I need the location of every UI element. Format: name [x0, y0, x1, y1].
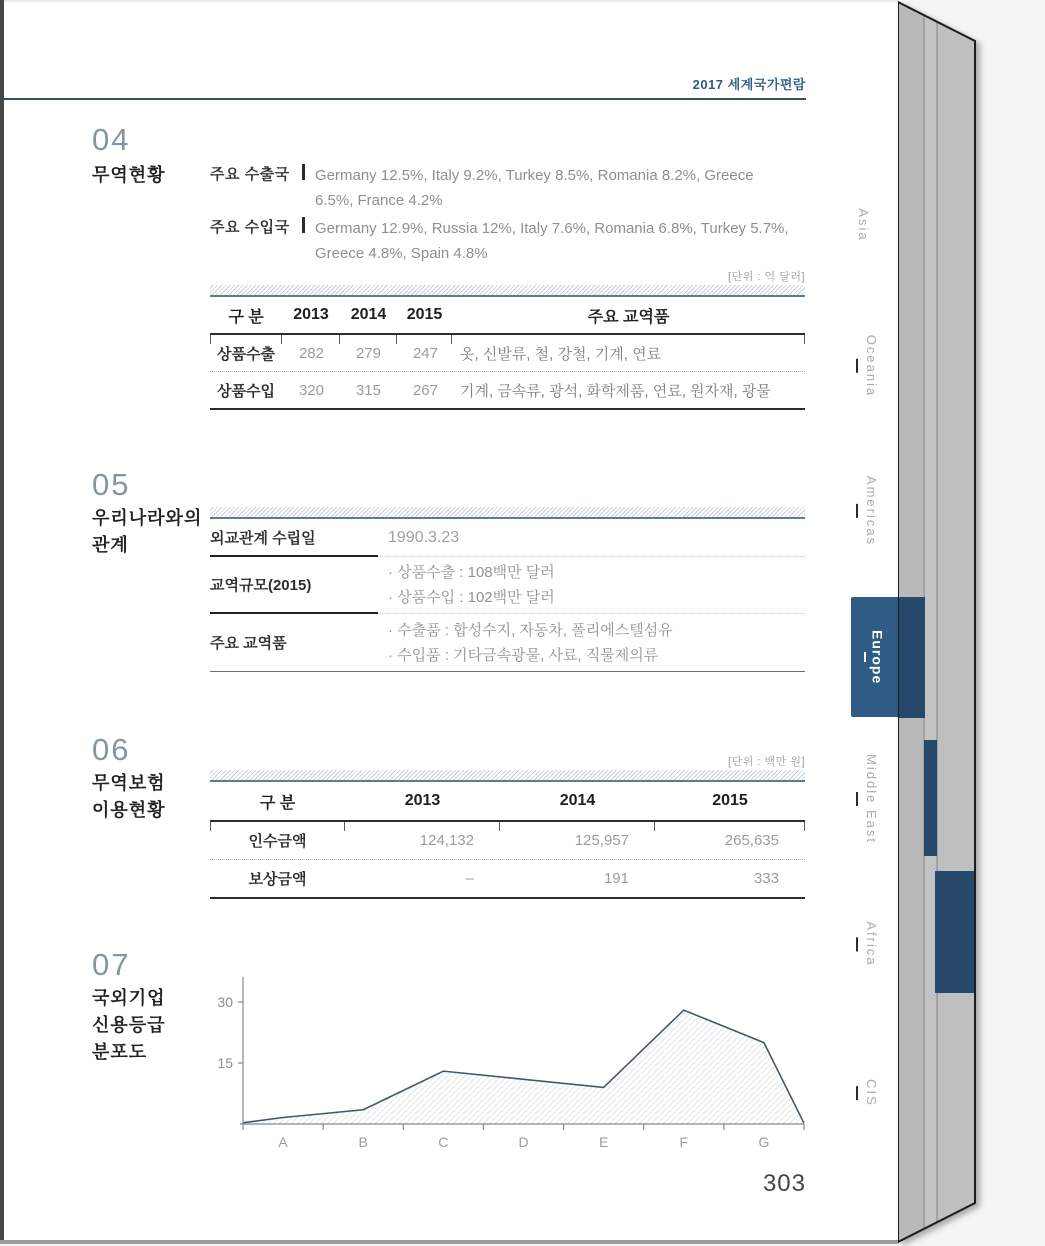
tab-label: Africa [864, 921, 879, 967]
sidebar-item-oceania[interactable] [856, 335, 879, 397]
relations-row [210, 557, 805, 614]
table-hatch-band [210, 285, 805, 297]
x-tick-label: G [758, 1134, 770, 1150]
cell-value: 282 [298, 344, 324, 362]
section04-number: 04 [92, 122, 131, 157]
row-value [378, 614, 805, 671]
credit-rating-chart [210, 965, 820, 1155]
value-line: · 상품수출 : 108백만 달러 [388, 564, 555, 581]
section06-title-line1: 무역보험 [92, 773, 166, 793]
trade-table [210, 285, 805, 410]
table-row [210, 335, 805, 372]
table-row [210, 860, 805, 899]
table-row [210, 822, 805, 860]
x-tick-label: A [278, 1134, 288, 1150]
cell-value: – [465, 870, 474, 887]
sidebar-item-cis[interactable] [856, 1079, 879, 1107]
section06-number: 06 [92, 732, 131, 767]
section04-title: 무역현황 [92, 165, 166, 185]
relations-row [210, 614, 805, 672]
tab-dash [856, 504, 858, 518]
col-header: 2015 [406, 306, 443, 323]
col-header: 2014 [559, 792, 596, 809]
sidebar-item-americas[interactable] [856, 476, 879, 546]
cell-value: 191 [603, 870, 629, 887]
page-top-edge [0, 0, 898, 2]
value-line: · 수출품 : 합성수지, 자동차, 폴리에스텔섬유 [388, 621, 673, 639]
col-header: 주요 교역품 [587, 308, 670, 326]
col-header: 2015 [712, 792, 748, 809]
col-header: 구 분 [259, 794, 296, 812]
value-line: 1990.3.23 [388, 529, 460, 546]
y-tick-label: 15 [217, 1055, 233, 1071]
separator-bar [302, 217, 305, 233]
row-label: 교역규모(2015) [210, 557, 378, 614]
book-title: 2017 세계국가편람 [692, 77, 806, 92]
chart-area-fill [243, 1010, 804, 1124]
tab-label: Europe [869, 629, 886, 685]
cell-value: 265,635 [724, 832, 779, 849]
import-countries-value: Germany 12.9%, Russia 12%, Italy 7.6%, Romania 6.8%, Turkey 5.7%, Greece 4.8%, Spain 4.8% [315, 220, 789, 262]
export-countries-label: 주요 수출국 [210, 166, 290, 183]
korea-relations-table [210, 519, 805, 672]
table1-unit: [단위 : 억 달러] [728, 271, 805, 283]
cell-value: 279 [355, 344, 381, 362]
section06-title-line2: 이용현황 [92, 800, 166, 820]
section07-title-line1: 국외기업 [92, 988, 166, 1008]
sidebar-item-europe-active[interactable] [851, 597, 898, 717]
cell-value: 267 [412, 381, 438, 399]
row-label: 상품수입 [217, 382, 275, 400]
insurance-table [210, 770, 805, 899]
europe-tab-edge-layer3 [935, 871, 975, 993]
export-countries-value: Germany 12.5%, Italy 9.2%, Turkey 8.5%, Romania 8.2%, Greece 6.5%, France 4.2% [315, 167, 754, 209]
page-number: 303 [762, 1170, 806, 1197]
sidebar-item-africa[interactable] [856, 921, 879, 966]
col-header: 2014 [350, 306, 387, 323]
table2-unit: [단위 : 백만 원] [728, 756, 805, 768]
book-fore-edge [898, 0, 1045, 1246]
x-tick-label: D [518, 1134, 529, 1150]
section07-title-line2: 신용등급 [92, 1015, 166, 1035]
sidebar-item-middle-east[interactable] [856, 754, 879, 844]
section05-number: 05 [92, 467, 131, 502]
col-header: 2013 [404, 792, 441, 809]
row-label: 보상금액 [248, 871, 307, 888]
tab-label: Middle East [864, 754, 879, 844]
cell-items: 기계, 금속류, 광석, 화학제품, 연료, 원자재, 광물 [460, 382, 771, 400]
table-hatch-band [210, 507, 805, 519]
cell-value: 333 [753, 870, 779, 887]
value-line: · 상품수입 : 102백만 달러 [388, 589, 555, 606]
trade-table-header [210, 297, 805, 335]
export-countries-row [210, 163, 795, 213]
cell-value: 124,132 [419, 832, 474, 849]
sidebar-item-asia[interactable] [856, 208, 871, 241]
table-hatch-band [210, 770, 805, 782]
import-countries-row [210, 216, 795, 266]
tab-dash [856, 359, 858, 373]
row-value [378, 557, 805, 614]
row-label: 외교관계 수립일 [210, 519, 378, 557]
y-tick-label: 30 [217, 994, 233, 1010]
section05-title-line1: 우리나라와의 [92, 508, 203, 528]
tab-dash [864, 652, 866, 662]
page [0, 2, 898, 1240]
tab-label: CIS [864, 1079, 879, 1107]
x-tick-label: C [438, 1134, 449, 1150]
col-header: 2013 [293, 306, 329, 323]
cell-value: 125,957 [574, 832, 629, 849]
tab-dash [856, 792, 858, 806]
page-left-edge [0, 0, 4, 1242]
tab-label: Oceania [864, 334, 879, 398]
row-label: 인수금액 [248, 833, 307, 850]
row-value [378, 519, 805, 557]
row-label: 상품수출 [217, 345, 275, 363]
x-tick-label: F [679, 1134, 689, 1150]
row-label: 주요 교역품 [210, 635, 287, 652]
insurance-table-header [210, 782, 805, 822]
tab-label: Americas [864, 475, 879, 547]
section05-title-line2: 관계 [92, 535, 129, 555]
cell-value: 320 [298, 381, 324, 399]
tab-dash [856, 937, 858, 951]
section07-number: 07 [92, 947, 131, 982]
separator-bar [302, 164, 305, 180]
page-bottom-edge [0, 1240, 898, 1244]
europe-tab-edge-layer2 [924, 740, 937, 856]
table-row [210, 372, 805, 410]
cell-value: 315 [355, 381, 381, 399]
section07-title-line3: 분포도 [92, 1042, 148, 1062]
tab-dash [856, 1086, 858, 1100]
cell-value: 247 [412, 344, 438, 362]
col-header: 구 분 [228, 308, 264, 326]
tab-label: Asia [856, 208, 871, 242]
x-tick-label: E [598, 1134, 609, 1150]
relations-row [210, 519, 805, 557]
header-rule [0, 98, 806, 100]
import-countries-label: 주요 수입국 [210, 219, 290, 236]
cell-items: 옷, 신발류, 철, 강철, 기계, 연료 [460, 345, 662, 363]
europe-tab-edge-layer1 [898, 597, 925, 718]
value-line: · 수입품 : 기타금속광물, 사료, 직물제의류 [388, 646, 659, 664]
x-tick-label: B [358, 1134, 368, 1150]
